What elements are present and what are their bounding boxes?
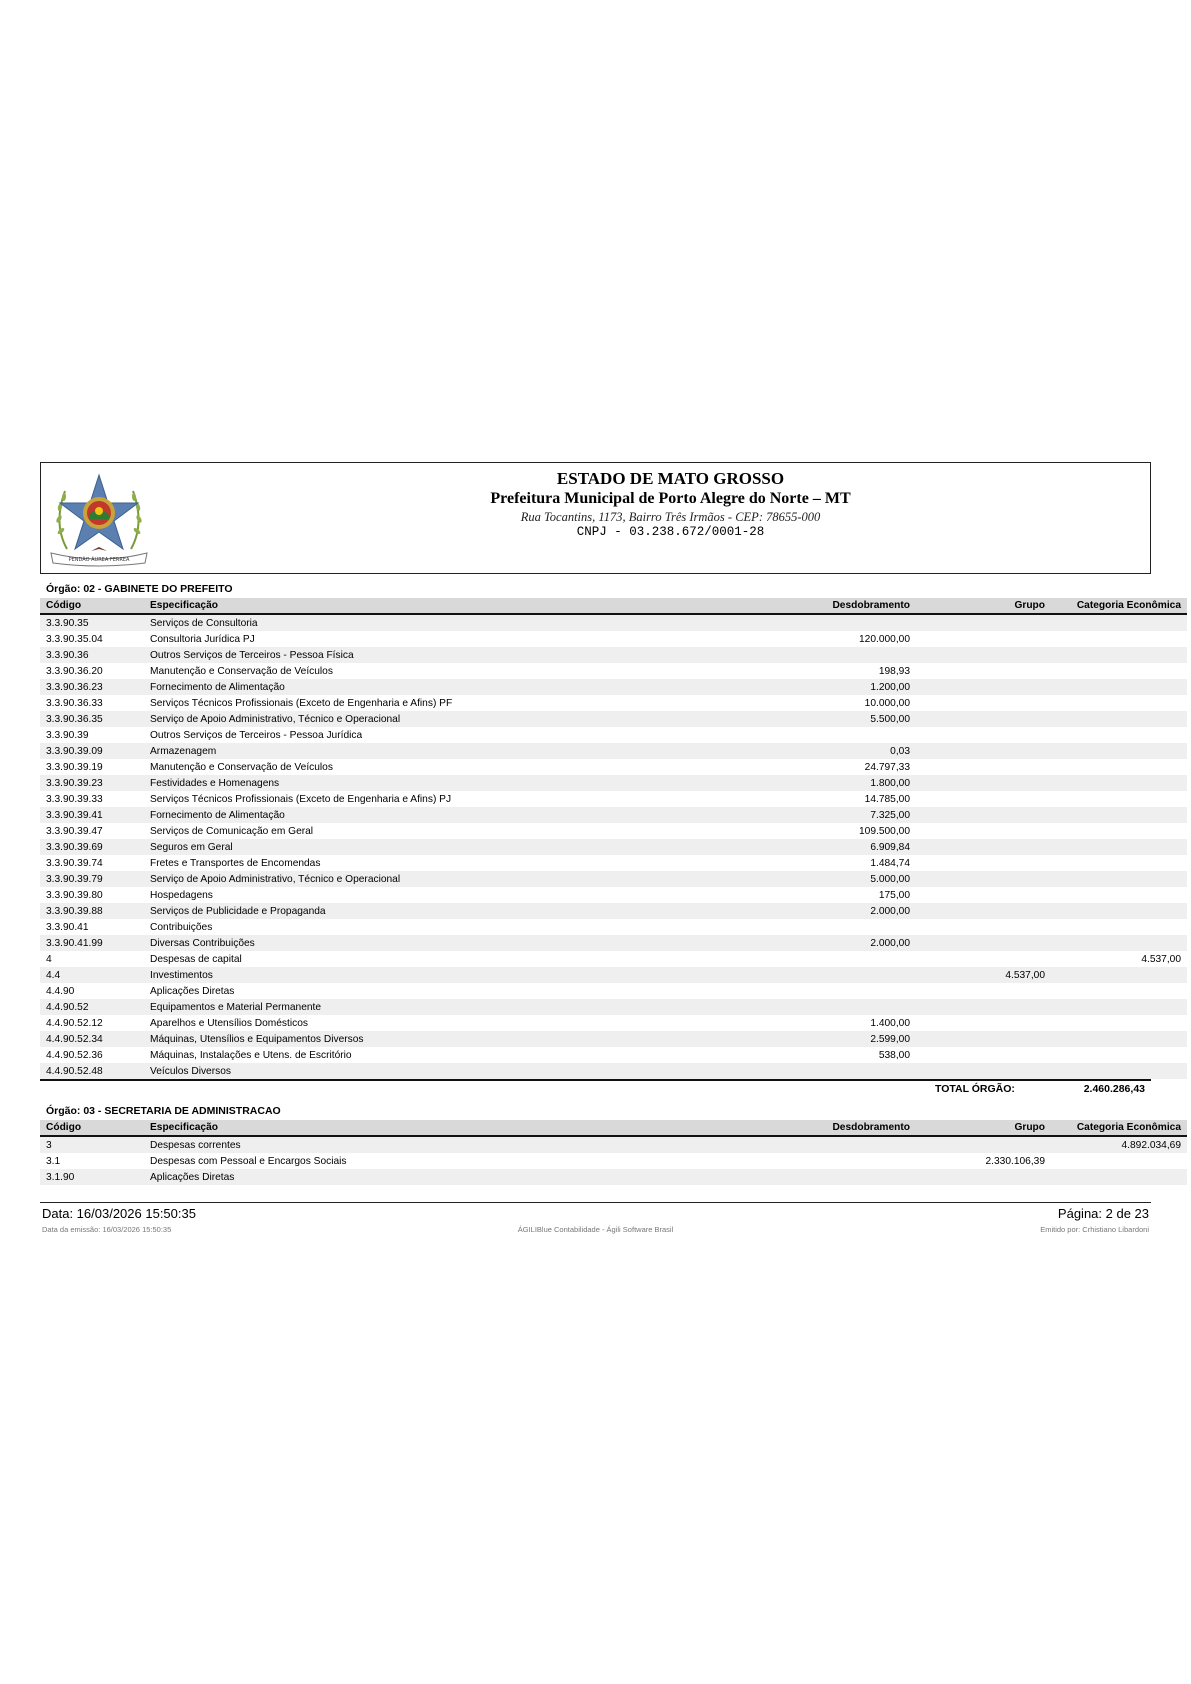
header-text-block — [41, 469, 1150, 540]
cell-grupo — [916, 807, 1051, 823]
cell-especificacao: Veículos Diversos — [144, 1063, 736, 1079]
table-row — [40, 1136, 1187, 1153]
cell-categoria — [1051, 695, 1187, 711]
table-row — [40, 614, 1187, 631]
cell-especificacao: Fretes e Transportes de Encomendas — [144, 855, 736, 871]
cell-desdobramento — [736, 727, 916, 743]
table-row — [40, 1015, 1187, 1031]
cell-especificacao: Seguros em Geral — [144, 839, 736, 855]
table-row — [40, 743, 1187, 759]
cell-categoria — [1051, 839, 1187, 855]
cell-codigo: 4.4.90.52.34 — [40, 1031, 144, 1047]
cell-grupo — [916, 791, 1051, 807]
cell-especificacao: Consultoria Jurídica PJ — [144, 631, 736, 647]
table-row — [40, 1031, 1187, 1047]
cell-grupo — [916, 711, 1051, 727]
cell-desdobramento — [736, 967, 916, 983]
cell-grupo: 2.330.106,39 — [916, 1153, 1051, 1169]
cell-codigo: 3.3.90.36.20 — [40, 663, 144, 679]
table-row — [40, 647, 1187, 663]
cell-grupo — [916, 1015, 1051, 1031]
total-orgao-value: 2.460.286,43 — [1083, 1083, 1145, 1095]
cell-categoria — [1051, 887, 1187, 903]
cell-desdobramento — [736, 1169, 916, 1185]
cell-codigo: 3.3.90.39 — [40, 727, 144, 743]
table-row — [40, 727, 1187, 743]
cell-desdobramento: 175,00 — [736, 887, 916, 903]
col-categoria-header: Categoria Econômica — [1051, 1120, 1187, 1136]
cell-especificacao: Despesas com Pessoal e Encargos Sociais — [144, 1153, 736, 1169]
cell-especificacao: Armazenagem — [144, 743, 736, 759]
cell-categoria — [1051, 1047, 1187, 1063]
cell-desdobramento: 2.000,00 — [736, 935, 916, 951]
cell-desdobramento — [736, 919, 916, 935]
cell-desdobramento: 5.000,00 — [736, 871, 916, 887]
svg-text:PENDÃO ÁUREA FERREA: PENDÃO ÁUREA FERREA — [68, 557, 130, 563]
report-page — [40, 462, 1181, 1185]
cell-especificacao: Contribuições — [144, 919, 736, 935]
cell-grupo — [916, 999, 1051, 1015]
cell-desdobramento: 198,93 — [736, 663, 916, 679]
cell-codigo: 3.3.90.36.23 — [40, 679, 144, 695]
cell-categoria — [1051, 647, 1187, 663]
cell-codigo: 4.4.90 — [40, 983, 144, 999]
cell-desdobramento — [736, 614, 916, 631]
cell-especificacao: Aplicações Diretas — [144, 983, 736, 999]
cell-categoria — [1051, 1169, 1187, 1185]
cell-grupo — [916, 983, 1051, 999]
cell-codigo: 3.3.90.35 — [40, 614, 144, 631]
table-row — [40, 935, 1187, 951]
cell-desdobramento — [736, 999, 916, 1015]
cell-especificacao: Equipamentos e Material Permanente — [144, 999, 736, 1015]
cell-grupo — [916, 759, 1051, 775]
table-row — [40, 759, 1187, 775]
cell-categoria — [1051, 1063, 1187, 1079]
col-grupo-header: Grupo — [916, 1120, 1051, 1136]
cell-categoria — [1051, 775, 1187, 791]
orgao-table-body — [40, 1136, 1187, 1185]
table-row — [40, 631, 1187, 647]
table-row — [40, 855, 1187, 871]
table-header-row — [40, 1120, 1187, 1136]
cell-codigo: 3.1 — [40, 1153, 144, 1169]
table-row — [40, 951, 1187, 967]
cell-grupo — [916, 855, 1051, 871]
cell-especificacao: Fornecimento de Alimentação — [144, 807, 736, 823]
table-row — [40, 791, 1187, 807]
cell-codigo: 3.1.90 — [40, 1169, 144, 1185]
cell-grupo — [916, 951, 1051, 967]
cell-categoria — [1051, 935, 1187, 951]
cell-grupo — [916, 1063, 1051, 1079]
cell-especificacao: Máquinas, Instalações e Utens. de Escritório — [144, 1047, 736, 1063]
table-row — [40, 967, 1187, 983]
cell-codigo: 3.3.90.39.23 — [40, 775, 144, 791]
cell-especificacao: Aplicações Diretas — [144, 1169, 736, 1185]
cell-codigo: 3.3.90.41 — [40, 919, 144, 935]
col-desdobramento-header: Desdobramento — [736, 598, 916, 614]
table-row — [40, 1047, 1187, 1063]
cell-desdobramento: 1.800,00 — [736, 775, 916, 791]
cell-codigo: 3.3.90.41.99 — [40, 935, 144, 951]
cell-desdobramento: 6.909,84 — [736, 839, 916, 855]
orgao-table — [40, 598, 1187, 1079]
table-row — [40, 1169, 1187, 1185]
col-categoria-header: Categoria Econômica — [1051, 598, 1187, 614]
orgao-title: Órgão: 02 - GABINETE DO PREFEITO — [46, 583, 233, 595]
col-grupo-header: Grupo — [916, 598, 1051, 614]
cell-desdobramento — [736, 951, 916, 967]
cell-codigo: 4.4.90.52 — [40, 999, 144, 1015]
cell-codigo: 3.3.90.39.79 — [40, 871, 144, 887]
orgao-title: Órgão: 03 - SECRETARIA DE ADMINISTRACAO — [46, 1105, 281, 1117]
cell-codigo: 3.3.90.39.80 — [40, 887, 144, 903]
footer-page-number: Página: 2 de 23 — [1057, 1206, 1149, 1221]
cell-especificacao: Serviços de Comunicação em Geral — [144, 823, 736, 839]
cell-especificacao: Serviços Técnicos Profissionais (Exceto de Engenharia e Afins) PJ — [144, 791, 736, 807]
col-desdobramento-header: Desdobramento — [736, 1120, 916, 1136]
cell-codigo: 4.4.90.52.12 — [40, 1015, 144, 1031]
cell-codigo: 4.4.90.52.36 — [40, 1047, 144, 1063]
cell-desdobramento — [736, 1136, 916, 1153]
cell-desdobramento — [736, 983, 916, 999]
table-row — [40, 983, 1187, 999]
cell-codigo: 4 — [40, 951, 144, 967]
report-header — [40, 462, 1151, 574]
cell-especificacao: Serviços de Publicidade e Propaganda — [144, 903, 736, 919]
table-row — [40, 711, 1187, 727]
prefeitura-name: Prefeitura Municipal de Porto Alegre do Norte – MT — [490, 490, 851, 507]
cell-desdobramento: 538,00 — [736, 1047, 916, 1063]
cell-categoria — [1051, 983, 1187, 999]
cell-categoria — [1051, 711, 1187, 727]
cell-grupo — [916, 935, 1051, 951]
table-row — [40, 999, 1187, 1015]
cell-grupo — [916, 743, 1051, 759]
cell-grupo — [916, 647, 1051, 663]
cell-grupo — [916, 839, 1051, 855]
cell-codigo: 3.3.90.39.88 — [40, 903, 144, 919]
cell-categoria — [1051, 727, 1187, 743]
cell-categoria — [1051, 679, 1187, 695]
cell-categoria — [1051, 743, 1187, 759]
cell-grupo — [916, 1031, 1051, 1047]
cell-categoria — [1051, 1031, 1187, 1047]
cell-especificacao: Despesas de capital — [144, 951, 736, 967]
cell-desdobramento: 24.797,33 — [736, 759, 916, 775]
col-especificacao-header: Especificação — [144, 1120, 736, 1136]
cell-especificacao: Hospedagens — [144, 887, 736, 903]
cell-categoria — [1051, 871, 1187, 887]
cell-especificacao: Investimentos — [144, 967, 736, 983]
table-row — [40, 807, 1187, 823]
cell-codigo: 3.3.90.35.04 — [40, 631, 144, 647]
page-footer — [40, 1202, 1151, 1234]
cell-desdobramento: 14.785,00 — [736, 791, 916, 807]
cell-categoria — [1051, 919, 1187, 935]
cell-desdobramento: 1.400,00 — [736, 1015, 916, 1031]
table-row — [40, 663, 1187, 679]
cell-grupo — [916, 695, 1051, 711]
cell-codigo: 3.3.90.39.69 — [40, 839, 144, 855]
cell-codigo: 3.3.90.39.47 — [40, 823, 144, 839]
cell-codigo: 3.3.90.36.33 — [40, 695, 144, 711]
cell-desdobramento: 5.500,00 — [736, 711, 916, 727]
cell-grupo — [916, 1136, 1051, 1153]
cell-especificacao: Serviço de Apoio Administrativo, Técnico e Operacional — [144, 871, 736, 887]
cell-grupo — [916, 823, 1051, 839]
cell-desdobramento: 1.484,74 — [736, 855, 916, 871]
cell-categoria — [1051, 631, 1187, 647]
cell-especificacao: Serviços Técnicos Profissionais (Exceto de Engenharia e Afins) PF — [144, 695, 736, 711]
cell-categoria: 4.537,00 — [1051, 951, 1187, 967]
table-row — [40, 1063, 1187, 1079]
cell-codigo: 4.4 — [40, 967, 144, 983]
cell-categoria — [1051, 855, 1187, 871]
cell-categoria — [1051, 759, 1187, 775]
cell-categoria — [1051, 999, 1187, 1015]
cell-grupo — [916, 631, 1051, 647]
table-row — [40, 775, 1187, 791]
cell-codigo: 3.3.90.39.09 — [40, 743, 144, 759]
cell-desdobramento: 10.000,00 — [736, 695, 916, 711]
cell-grupo — [916, 871, 1051, 887]
cell-grupo — [916, 1047, 1051, 1063]
col-especificacao-header: Especificação — [144, 598, 736, 614]
cell-categoria — [1051, 1015, 1187, 1031]
cell-codigo: 3.3.90.36.35 — [40, 711, 144, 727]
total-orgao-label: TOTAL ÓRGÃO: — [935, 1083, 1015, 1095]
cell-codigo: 3.3.90.36 — [40, 647, 144, 663]
cell-categoria — [1051, 807, 1187, 823]
cell-grupo — [916, 727, 1051, 743]
footer-emission-date: Data da emissão: 16/03/2026 15:50:35 — [42, 1225, 172, 1234]
table-row — [40, 871, 1187, 887]
col-codigo-header: Código — [40, 1120, 144, 1136]
cell-categoria — [1051, 823, 1187, 839]
cell-codigo: 3.3.90.39.19 — [40, 759, 144, 775]
table-row — [40, 679, 1187, 695]
table-row — [40, 823, 1187, 839]
cell-especificacao: Fornecimento de Alimentação — [144, 679, 736, 695]
cell-grupo: 4.537,00 — [916, 967, 1051, 983]
cell-grupo — [916, 614, 1051, 631]
table-row — [40, 887, 1187, 903]
cell-especificacao: Manutenção e Conservação de Veículos — [144, 759, 736, 775]
cell-codigo: 3.3.90.39.74 — [40, 855, 144, 871]
footer-date: Data: 16/03/2026 15:50:35 — [42, 1206, 196, 1221]
cell-especificacao: Outros Serviços de Terceiros - Pessoa Física — [144, 647, 736, 663]
cell-categoria — [1051, 967, 1187, 983]
cell-especificacao: Manutenção e Conservação de Veículos — [144, 663, 736, 679]
cell-desdobramento — [736, 1153, 916, 1169]
prefeitura-cnpj: CNPJ - 03.238.672/0001-28 — [576, 525, 765, 539]
total-orgao-row — [40, 1079, 1151, 1100]
cell-grupo — [916, 919, 1051, 935]
cell-desdobramento — [736, 647, 916, 663]
cell-desdobramento: 2.000,00 — [736, 903, 916, 919]
cell-categoria — [1051, 663, 1187, 679]
cell-codigo: 3.3.90.39.33 — [40, 791, 144, 807]
cell-desdobramento: 7.325,00 — [736, 807, 916, 823]
cell-desdobramento: 109.500,00 — [736, 823, 916, 839]
cell-grupo — [916, 903, 1051, 919]
cell-especificacao: Máquinas, Utensílios e Equipamentos Diversos — [144, 1031, 736, 1047]
cell-especificacao: Aparelhos e Utensílios Domésticos — [144, 1015, 736, 1031]
cell-especificacao: Diversas Contribuições — [144, 935, 736, 951]
cell-especificacao: Despesas correntes — [144, 1136, 736, 1153]
cell-desdobramento: 2.599,00 — [736, 1031, 916, 1047]
footer-system-name: ÁGILIBlue Contabilidade - Ágili Software Brasil — [517, 1225, 674, 1234]
table-header-row — [40, 598, 1187, 614]
cell-especificacao: Serviço de Apoio Administrativo, Técnico e Operacional — [144, 711, 736, 727]
cell-grupo — [916, 679, 1051, 695]
cell-codigo: 3 — [40, 1136, 144, 1153]
cell-grupo — [916, 1169, 1051, 1185]
table-row — [40, 839, 1187, 855]
prefeitura-address: Rua Tocantins, 1173, Bairro Três Irmãos - CEP: 78655-000 — [520, 510, 821, 524]
cell-grupo — [916, 775, 1051, 791]
cell-categoria — [1051, 791, 1187, 807]
cell-grupo — [916, 663, 1051, 679]
cell-especificacao: Festividades e Homenagens — [144, 775, 736, 791]
col-codigo-header: Código — [40, 598, 144, 614]
cell-codigo: 3.3.90.39.41 — [40, 807, 144, 823]
table-row — [40, 1153, 1187, 1169]
cell-categoria — [1051, 614, 1187, 631]
cell-desdobramento — [736, 1063, 916, 1079]
cell-categoria — [1051, 1153, 1187, 1169]
cell-categoria: 4.892.034,69 — [1051, 1136, 1187, 1153]
cell-desdobramento: 0,03 — [736, 743, 916, 759]
state-name: ESTADO DE MATO GROSSO — [556, 469, 785, 488]
footer-issued-by: Emitido por: Crhistiano Libardoni — [1040, 1225, 1149, 1234]
orgao-table-body — [40, 614, 1187, 1079]
orgao-table — [40, 1120, 1187, 1185]
cell-codigo: 4.4.90.52.48 — [40, 1063, 144, 1079]
cell-desdobramento: 120.000,00 — [736, 631, 916, 647]
cell-desdobramento: 1.200,00 — [736, 679, 916, 695]
table-row — [40, 903, 1187, 919]
cell-grupo — [916, 887, 1051, 903]
cell-especificacao: Outros Serviços de Terceiros - Pessoa Jurídica — [144, 727, 736, 743]
table-row — [40, 695, 1187, 711]
cell-categoria — [1051, 903, 1187, 919]
cell-especificacao: Serviços de Consultoria — [144, 614, 736, 631]
table-row — [40, 919, 1187, 935]
